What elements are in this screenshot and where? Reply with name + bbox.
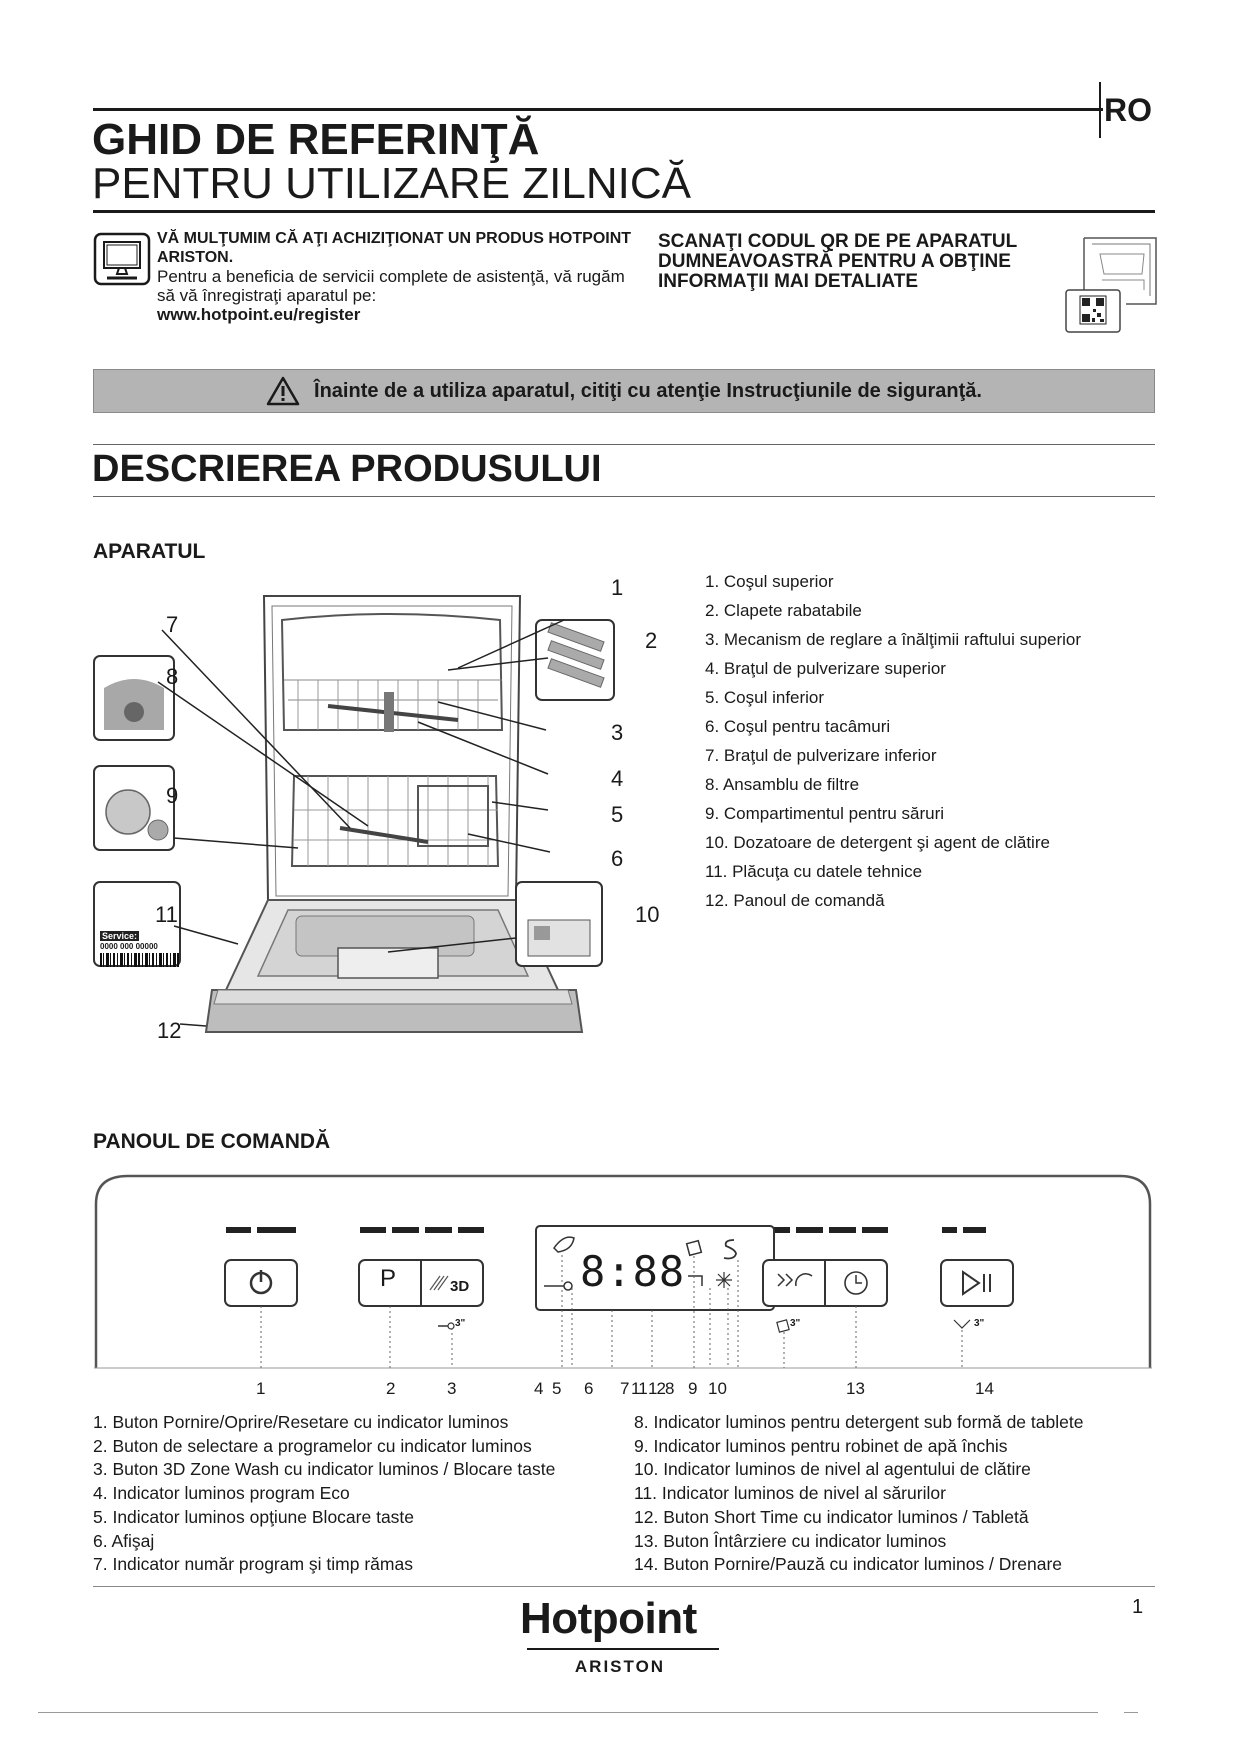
- panel-legend-item: 1. Buton Pornire/Oprire/Resetare cu indicator luminos: [93, 1412, 509, 1432]
- rating-plate-barcode: [100, 953, 180, 972]
- appliance-legend-item: 10. Dozatoare de detergent şi agent de clătire: [705, 833, 1050, 852]
- brand-logo-underline: [527, 1648, 719, 1650]
- panel-title: PANOUL DE COMANDĂ: [93, 1130, 331, 1153]
- panel-number: 8: [665, 1379, 675, 1398]
- panel-legend-item: 14. Buton Pornire/Pauză cu indicator luminos / Drenare: [634, 1554, 1063, 1575]
- appliance-legend-item: 9. Compartimentul pentru săruri: [705, 804, 945, 823]
- panel-legend-right: [634, 1411, 1083, 1577]
- power-button[interactable]: [225, 1260, 297, 1306]
- panel-legend-item: 2. Buton de selectare a programelor cu indicator luminos: [93, 1435, 532, 1456]
- rating-plate-service-label: Service:: [102, 931, 138, 941]
- header-lang-divider: [1099, 82, 1101, 138]
- panel-number: 11: [631, 1379, 647, 1398]
- qr-appliance-icon: [1064, 234, 1160, 339]
- callout-8: 8: [166, 664, 179, 689]
- appliance-legend-item: 1. Coşul superior: [705, 572, 834, 591]
- rating-plate-service-number: 0000 000 00000: [100, 942, 158, 951]
- panel-number: 14: [975, 1379, 994, 1398]
- panel-legend-item: 13. Buton Întârziere cu indicator luminos: [634, 1530, 947, 1551]
- panel-number: 7: [620, 1379, 630, 1398]
- panel-number: 4: [534, 1379, 544, 1398]
- panel-number: 2: [386, 1379, 396, 1398]
- panel-legend-item: 10. Indicator luminos de nivel al agentului de clătire: [634, 1459, 1031, 1480]
- zone-wash-button-label[interactable]: 3D: [450, 1278, 470, 1295]
- display-digits: 8:88: [580, 1247, 686, 1296]
- callout-5: 5: [611, 802, 624, 827]
- panel-number: 5: [552, 1379, 562, 1398]
- warning-icon: [266, 376, 300, 406]
- callout-11: 11: [155, 902, 178, 927]
- short-time-button[interactable]: [763, 1260, 825, 1306]
- section-top-rule: [93, 444, 1155, 445]
- appliance-legend-item: 5. Coşul inferior: [705, 688, 825, 707]
- header-bottom-rule: [93, 210, 1155, 213]
- panel-legend-item: 9. Indicator luminos pentru robinet de apă închis: [634, 1435, 1008, 1456]
- section-title: DESCRIEREA PRODUSULUI: [92, 448, 602, 490]
- panel-legend-item: 12. Buton Short Time cu indicator luminos / Tabletă: [634, 1506, 1029, 1527]
- brand-logo: Hotpoint: [520, 1594, 697, 1643]
- panel-legend-item: 11. Indicator luminos de nivel al sărurilor: [634, 1483, 946, 1504]
- callout-10: 10: [635, 902, 660, 927]
- panel-number: 12: [648, 1379, 665, 1398]
- appliance-legend-item: 8. Ansamblu de filtre: [705, 775, 860, 794]
- delay-button[interactable]: [825, 1260, 887, 1306]
- thanks-body: Pentru a beneficia de servicii complete de asistenţă, vă rugăm să vă înregistraţi aparatul pe:: [157, 267, 625, 305]
- panel-legend-item: 6. Afişaj: [93, 1530, 155, 1551]
- dishwasher-diagram: [88, 580, 688, 1065]
- language-code: RO: [1104, 92, 1152, 128]
- page-number: 1: [1132, 1596, 1144, 1618]
- qr-instructions: SCANAŢI CODUL QR DE PE APARATUL DUMNEAVOASTRĂ PENTRU A OBŢINE INFORMAŢII MAI DETALIATE: [658, 231, 1017, 292]
- callout-12: 12: [157, 1018, 182, 1043]
- panel-legend-left: [93, 1411, 555, 1577]
- panel-number: 10: [708, 1379, 727, 1398]
- callout-3: 3: [611, 720, 624, 745]
- callout-6: 6: [611, 846, 624, 871]
- panel-number: 1: [256, 1379, 266, 1398]
- panel-legend-item: 5. Indicator luminos opţiune Blocare taste: [93, 1506, 415, 1527]
- drain-hold-label: 3": [974, 1318, 985, 1329]
- page-bottom-rule-end: [1124, 1712, 1138, 1713]
- appliance-legend-item: 6. Coşul pentru tacâmuri: [705, 717, 891, 736]
- callout-2: 2: [645, 628, 658, 653]
- appliance-legend-item: 4. Braţul de pulverizare superior: [705, 659, 946, 678]
- panel-legend-item: 8. Indicator luminos pentru detergent sub formă de tablete: [634, 1412, 1084, 1432]
- computer-icon: [93, 232, 151, 291]
- panel-number: 9: [688, 1379, 698, 1398]
- appliance-legend-item: 11. Plăcuţa cu datele tehnice: [705, 862, 923, 881]
- panel-number: 3: [447, 1379, 457, 1398]
- panel-legend-item: 7. Indicator număr program şi timp rămas: [93, 1554, 413, 1575]
- panel-legend-item: 3. Buton 3D Zone Wash cu indicator luminos / Blocare taste: [93, 1459, 556, 1480]
- appliance-legend-item: 7. Braţul de pulverizare inferior: [705, 746, 937, 765]
- thanks-title: VĂ MULŢUMIM CĂ AŢI ACHIZIŢIONAT UN PRODUS HOTPOINT ARISTON.: [157, 230, 632, 266]
- page-title-line2: PENTRU UTILIZARE ZILNICĂ: [92, 159, 691, 208]
- callout-7: 7: [166, 612, 179, 637]
- footer-top-rule: [93, 1586, 1155, 1587]
- brand-logo-sub: ARISTON: [574, 1657, 666, 1676]
- start-pause-button[interactable]: [941, 1260, 1013, 1306]
- callout-9: 9: [166, 783, 179, 808]
- header-top-rule: [93, 108, 1103, 111]
- callout-4: 4: [611, 766, 624, 791]
- callout-1: 1: [611, 575, 624, 600]
- key-lock-hold-label: 3": [455, 1318, 466, 1329]
- program-button-label[interactable]: P: [380, 1265, 397, 1292]
- panel-legend-item: 4. Indicator luminos program Eco: [93, 1483, 350, 1504]
- appliance-title: APARATUL: [93, 540, 206, 563]
- section-bottom-rule: [93, 496, 1155, 497]
- appliance-legend-item: 12. Panoul de comandă: [705, 891, 885, 910]
- thanks-text: [157, 267, 637, 324]
- appliance-legend-item: 3. Mecanism de reglare a înălţimii raftului superior: [705, 630, 1082, 649]
- page-title-line1: GHID DE REFERINŢĂ: [92, 115, 540, 164]
- panel-number: 13: [846, 1379, 865, 1398]
- safety-warning-text: Înainte de a utiliza aparatul, citiţi cu atenţie Instrucţiunile de siguranţă.: [314, 379, 982, 402]
- safety-warning-bar: [93, 369, 1155, 413]
- appliance-legend-item: 2. Clapete rabatabile: [705, 601, 862, 620]
- appliance-legend: [705, 567, 1081, 915]
- page-bottom-rule: [38, 1712, 1098, 1713]
- tablet-hold-label: 3": [790, 1318, 801, 1329]
- panel-number: 6: [584, 1379, 594, 1398]
- register-link[interactable]: www.hotpoint.eu/register: [157, 305, 361, 324]
